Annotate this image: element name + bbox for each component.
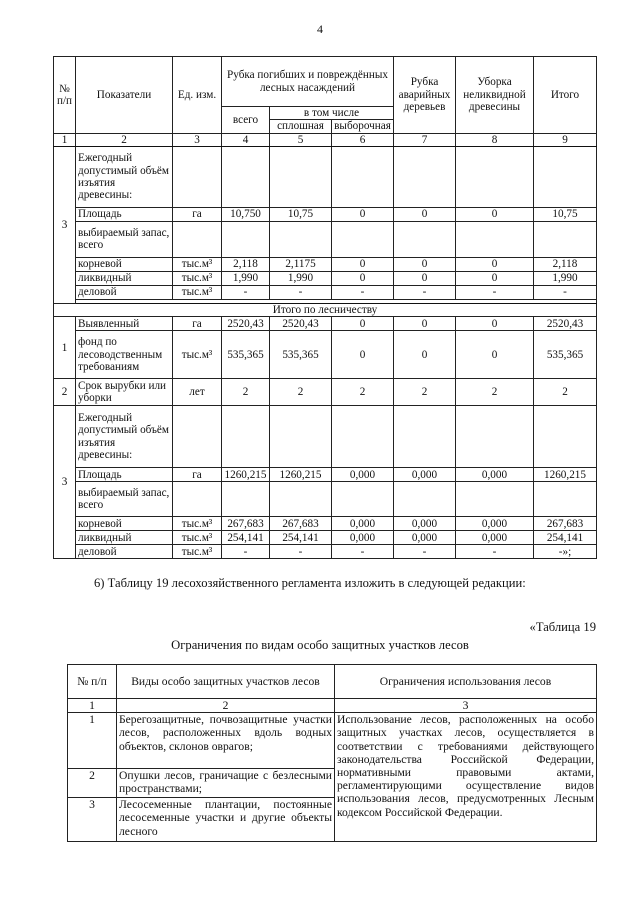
header-itogo: Итого bbox=[534, 57, 597, 134]
table-row: Площадь га 1260,215 1260,215 0,000 0,000 0,000 1260,215 bbox=[54, 468, 597, 482]
table-row: 1 Выявленный га 2520,43 2520,43 0 0 0 2520,43 bbox=[54, 317, 597, 331]
colnum: 4 bbox=[222, 133, 270, 146]
header-restrictions: Ограничения использования лесов bbox=[335, 665, 597, 699]
header-selective: выборочная bbox=[332, 120, 394, 133]
header-total: всего bbox=[222, 107, 270, 134]
header-types: Виды особо защитных участков лесов bbox=[117, 665, 335, 699]
table-reference: «Таблица 19 bbox=[529, 620, 596, 634]
colnum: 9 bbox=[534, 133, 597, 146]
harvest-table: № п/п Показатели Ед. изм. Рубка погибших и повреждённых лесных насаждений Рубка аварийных деревьев Уборка неликвидной древесины Итого всего в том числе сплошная выборочная 1 2 3 4 5 6 7 8 9 3 Ежегодный допустимый объём изъятия древесины: Площадь га 10,750 10,75 0 0 0 10,75 выбираемый запас, всего корневой тыс.м³ 2,118 2,1175 0 0 0 2,118 ликвидный тыс.м³ 1,990 1,990 0 0 0 1,990 деловой тыс.м³ - - - - - - Итого по лесничеству 1 Выявленный га 2520,43 2520,43 0 0 0 2520,43 фонд по лесоводственным требованиям тыс.м³ 535,365 535,365 0 0 0 535,365 2 Срок вырубки или уборки лет 2 2 2 2 2 2 3 Ежегодный допустимый объём изъятия древесины: Площадь га 1260,215 1260,215 0,000 0,000 0,000 1260,215 выбираемый запас, всего корневой тыс.м³ 267,683 267,683 0,000 0,000 0,000 267,683 ликвидный тыс.м³ 254,141 254,141 0,000 0,000 0,000 254,141 деловой тыс.м³ - - - - - -»; bbox=[53, 56, 597, 559]
colnum: 7 bbox=[394, 133, 456, 146]
colnum: 5 bbox=[270, 133, 332, 146]
restriction-text: Использование лесов, расположенных на особо защитных участках лесов, осуществляется в соответствии с требованиями действующего законодательства Российской Федерации, нормативными правовыми актами, регламентирующими осуществление видов использования лесов, предусмотренных Лесным кодексом Российской Федерации. bbox=[335, 713, 597, 842]
table-row: 2 Опушки лесов, граничащие с безлесными пространствами; bbox=[68, 769, 597, 798]
page-number: 4 bbox=[317, 22, 323, 36]
table-row: Площадь га 10,750 10,75 0 0 0 10,75 bbox=[54, 207, 597, 221]
colnum: 2 bbox=[117, 699, 335, 713]
table-row: ликвидный тыс.м³ 1,990 1,990 0 0 0 1,990 bbox=[54, 271, 597, 285]
allowed-volume-label: Ежегодный допустимый объём изъятия древесины: bbox=[76, 406, 173, 468]
header-unit: Ед. изм. bbox=[173, 57, 222, 134]
header-indicator: Показатели bbox=[76, 57, 173, 134]
amendment-paragraph: 6) Таблицу 19 лесохозяйственного регламента изложить в следующей редакции: bbox=[94, 576, 526, 590]
table-row: 1 Берегозащитные, почвозащитные участки лесов, расположенных вдоль водных объектов, склонов оврагов; Использование лесов, расположенных на особо защитных участках лесов, осуществляется в соответствии с требованиями действующего законодательства Российской Федерации, нормативными правовыми актами, регламентирующими осуществление видов использования лесов, предусмотренных Лесным кодексом Российской Федерации. bbox=[68, 713, 597, 769]
header-cleanup: Уборка неликвидной древесины bbox=[456, 57, 534, 134]
colnum: 1 bbox=[54, 133, 76, 146]
table-row: деловой тыс.м³ - - - - - -»; bbox=[54, 545, 597, 559]
table-row: корневой тыс.м³ 2,118 2,1175 0 0 0 2,118 bbox=[54, 257, 597, 271]
table-row: ликвидный тыс.м³ 254,141 254,141 0,000 0,000 0,000 254,141 bbox=[54, 531, 597, 545]
header-num: № п/п bbox=[68, 665, 117, 699]
row-num: 3 bbox=[54, 146, 76, 303]
colnum: 2 bbox=[76, 133, 173, 146]
table-row: корневой тыс.м³ 267,683 267,683 0,000 0,000 0,000 267,683 bbox=[54, 517, 597, 531]
stock-label: выбираемый запас, всего bbox=[76, 482, 173, 517]
table-title: Ограничения по видам особо защитных участков лесов bbox=[171, 638, 469, 652]
colnum: 1 bbox=[68, 699, 117, 713]
header-including: в том числе bbox=[270, 107, 394, 120]
total-title: Итого по лесничеству bbox=[54, 303, 597, 316]
table-row: деловой тыс.м³ - - - - - - bbox=[54, 285, 597, 299]
header-emergency: Рубка аварийных деревьев bbox=[394, 57, 456, 134]
stock-label: выбираемый запас, всего bbox=[76, 221, 173, 257]
allowed-volume-label: Ежегодный допустимый объём изъятия древесины: bbox=[76, 146, 173, 207]
colnum: 3 bbox=[173, 133, 222, 146]
colnum: 8 bbox=[456, 133, 534, 146]
table-row: 3 Лесосеменные плантации, постоянные лесосеменные участки и другие объекты лесного bbox=[68, 798, 597, 842]
table-row: фонд по лесоводственным требованиям тыс.м³ 535,365 535,365 0 0 0 535,365 bbox=[54, 331, 597, 379]
table-row: 2 Срок вырубки или уборки лет 2 2 2 2 2 2 bbox=[54, 379, 597, 406]
header-solid: сплошная bbox=[270, 120, 332, 133]
header-num: № п/п bbox=[54, 57, 76, 134]
colnum: 3 bbox=[335, 699, 597, 713]
header-dead-stands: Рубка погибших и повреждённых лесных насаждений bbox=[222, 57, 394, 107]
colnum: 6 bbox=[332, 133, 394, 146]
restrictions-table bbox=[67, 664, 597, 842]
